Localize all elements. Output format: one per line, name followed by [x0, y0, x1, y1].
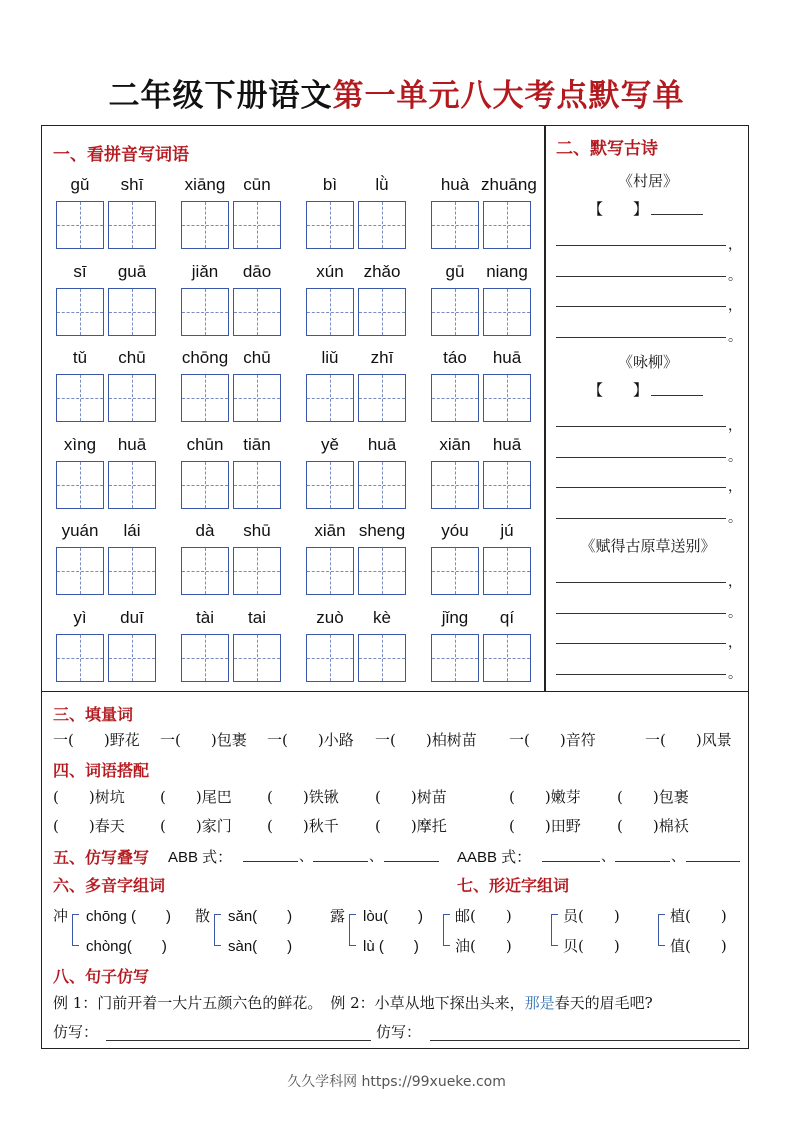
pinyin-label: xiāng — [184, 175, 226, 194]
brace — [214, 914, 221, 946]
pinyin-label: liǔ — [321, 348, 339, 368]
pinyin-label: tǔ — [72, 348, 88, 368]
measure-word-item[interactable]: 一( )包裹 — [160, 731, 247, 749]
similar-char-item[interactable]: 值( ) — [670, 937, 727, 955]
collocation-item[interactable]: ( )摩托 — [375, 817, 447, 835]
writing-box[interactable] — [431, 634, 479, 682]
similar-char-item[interactable]: 员( ) — [563, 907, 620, 925]
abb-blank-3[interactable] — [384, 860, 439, 862]
pinyin-label: huā — [492, 434, 522, 454]
writing-box[interactable] — [306, 547, 354, 595]
poem-punct: 。 — [728, 665, 742, 682]
sep: 、 — [671, 849, 685, 865]
pinyin-label: yuán — [61, 521, 99, 541]
pinyin-label: xìng — [63, 434, 97, 454]
poem-punct: 。 — [728, 448, 742, 465]
pinyin-label: táo — [443, 348, 467, 368]
writing-box[interactable] — [431, 288, 479, 336]
writing-box[interactable] — [108, 374, 156, 422]
measure-word-item[interactable]: 一( )音符 — [509, 731, 596, 749]
collocation-item[interactable]: ( )树苗 — [375, 788, 447, 806]
section8-label: 八、句子仿写 — [53, 967, 150, 986]
example-2: 例 2：小草从地下探出头来， — [330, 994, 525, 1012]
pinyin-label: zhuāng — [481, 175, 537, 194]
collocation-item[interactable]: ( )田野 — [509, 817, 581, 835]
writing-box[interactable] — [306, 634, 354, 682]
pinyin-label: tai — [248, 608, 266, 627]
pinyin-label: cūn — [243, 175, 271, 194]
writing-box[interactable] — [358, 547, 406, 595]
author-bracket: 【 】 — [588, 381, 649, 399]
writing-box[interactable] — [108, 547, 156, 595]
poem-line-blank[interactable] — [556, 642, 726, 644]
sep: 、 — [601, 849, 615, 865]
polyphone-reading[interactable]: chòng( ) — [86, 938, 167, 955]
brace — [551, 914, 558, 946]
pinyin-label: lǜ — [375, 175, 389, 194]
poem-line-blank[interactable] — [556, 425, 726, 427]
pinyin-label: huā — [492, 348, 522, 368]
pinyin-label: zhǎo — [363, 261, 401, 281]
aabb-blank-3[interactable] — [686, 860, 740, 862]
pinyin-label: bì — [322, 175, 338, 194]
poem-line-blank[interactable] — [556, 673, 726, 675]
measure-word-item[interactable]: 一( )野花 — [53, 731, 140, 749]
brace — [72, 914, 79, 946]
imitate-label-1: 仿写： — [53, 1023, 99, 1041]
abb-blank-1[interactable] — [243, 860, 298, 862]
writing-box[interactable] — [181, 634, 229, 682]
pinyin-label: xún — [316, 261, 344, 281]
pinyin-label: dāo — [242, 261, 272, 281]
section5-label: 五、仿写叠写 — [53, 848, 150, 867]
brace — [349, 914, 356, 946]
polyphone-char: 散 — [195, 907, 211, 925]
writing-box[interactable] — [233, 201, 281, 249]
writing-box[interactable] — [431, 461, 479, 509]
collocation-item[interactable]: ( )春天 — [53, 817, 125, 835]
example-sentences — [53, 992, 653, 1013]
writing-box[interactable] — [181, 461, 229, 509]
pinyin-label: chōng — [181, 348, 229, 368]
writing-box[interactable] — [181, 374, 229, 422]
abb-blank-2[interactable] — [313, 860, 368, 862]
poem-line-blank[interactable] — [556, 244, 726, 246]
section3-label: 三、填量词 — [53, 705, 134, 724]
poem-punct: 。 — [728, 604, 742, 621]
writing-box[interactable] — [233, 288, 281, 336]
writing-box[interactable] — [233, 461, 281, 509]
writing-box[interactable] — [483, 374, 531, 422]
writing-box[interactable] — [306, 374, 354, 422]
brace — [443, 914, 450, 946]
polyphone-char: 露 — [330, 907, 346, 925]
example-2-end: 春天的眉毛吧? — [554, 994, 653, 1012]
footer-watermark: 久久学科网 https://99xueke.com — [287, 1074, 506, 1090]
poem-line-blank[interactable] — [556, 336, 726, 338]
example-2-highlight: 那是 — [524, 994, 555, 1012]
polyphone-reading[interactable]: sǎn( ) — [228, 908, 293, 925]
writing-box[interactable] — [233, 634, 281, 682]
pinyin-label: huā — [367, 434, 397, 454]
pinyin-label: yì — [73, 608, 87, 627]
writing-box[interactable] — [181, 547, 229, 595]
title-grade: 二年级下册语文 — [108, 78, 333, 114]
collocation-item[interactable]: ( )尾巴 — [160, 788, 232, 806]
abb-label: ABB 式： — [168, 849, 233, 866]
writing-box[interactable] — [483, 201, 531, 249]
collocation-item[interactable]: ( )包裹 — [617, 788, 689, 806]
poem-title: 《赋得古原草送别》 — [580, 537, 716, 555]
measure-word-item[interactable]: 一( )柏树苗 — [375, 731, 477, 749]
writing-box[interactable] — [56, 547, 104, 595]
writing-box[interactable] — [306, 288, 354, 336]
poem-punct: ， — [728, 418, 742, 434]
poem-punct: ， — [728, 635, 742, 651]
pinyin-label: qí — [499, 608, 515, 627]
polyphone-char: 冲 — [53, 907, 69, 925]
title-unit: 第一单元八大考点默写单 — [332, 78, 685, 114]
poem-punct: 。 — [728, 328, 742, 345]
section1-label: 一、看拼音写词语 — [53, 145, 189, 165]
writing-box[interactable] — [233, 547, 281, 595]
writing-box[interactable] — [358, 461, 406, 509]
writing-box[interactable] — [483, 461, 531, 509]
similar-char-item[interactable]: 植( ) — [670, 907, 727, 925]
poem-punct: ， — [728, 479, 742, 495]
poem-line-blank[interactable] — [556, 517, 726, 519]
poem-punct: ， — [728, 298, 742, 314]
aabb-blank-1[interactable] — [542, 860, 600, 862]
pinyin-label: gū — [445, 261, 465, 281]
similar-char-item[interactable]: 邮( ) — [455, 907, 512, 925]
section4-label: 四、词语搭配 — [53, 761, 150, 780]
column-divider — [544, 125, 546, 692]
writing-box[interactable] — [431, 374, 479, 422]
writing-box[interactable] — [108, 634, 156, 682]
pinyin-label: kè — [373, 608, 391, 627]
pinyin-label: zuò — [316, 608, 344, 627]
poem-line-blank[interactable] — [556, 612, 726, 614]
sep: 、 — [299, 849, 313, 865]
pinyin-label: yóu — [441, 521, 469, 541]
pinyin-label: zhī — [370, 348, 394, 368]
collocation-item[interactable]: ( )家门 — [160, 817, 232, 835]
pinyin-label: duī — [120, 608, 144, 627]
writing-box[interactable] — [431, 547, 479, 595]
pinyin-label: niang — [486, 261, 528, 281]
writing-box[interactable] — [181, 288, 229, 336]
writing-box[interactable] — [431, 201, 479, 249]
writing-box[interactable] — [306, 201, 354, 249]
imitate-label-2: 仿写： — [376, 1023, 422, 1041]
pinyin-label: sheng — [358, 521, 406, 541]
pinyin-label: xiān — [439, 434, 471, 454]
poem-line-blank[interactable] — [556, 581, 726, 583]
aabb-blank-2[interactable] — [615, 860, 670, 862]
section6-label: 六、多音字组词 — [53, 876, 166, 895]
pinyin-label: huà — [440, 175, 470, 194]
writing-box[interactable] — [358, 374, 406, 422]
similar-char-item[interactable]: 贝( ) — [563, 937, 620, 955]
collocation-item[interactable]: ( )棉袄 — [617, 817, 689, 835]
pinyin-label: huā — [117, 434, 147, 454]
poem-punct: 。 — [728, 267, 742, 284]
pinyin-label: yě — [321, 434, 339, 454]
author-blank[interactable] — [651, 394, 703, 396]
poem-line-blank[interactable] — [556, 456, 726, 458]
collocation-item[interactable]: ( )树坑 — [53, 788, 125, 806]
polyphone-reading[interactable]: chōng ( ) — [86, 908, 172, 925]
poem-line-blank[interactable] — [556, 305, 726, 307]
pinyin-label: sī — [73, 261, 87, 281]
writing-box[interactable] — [306, 461, 354, 509]
writing-box[interactable] — [181, 201, 229, 249]
writing-box[interactable] — [358, 634, 406, 682]
poem-punct: ， — [728, 237, 742, 253]
poem-punct: ， — [728, 574, 742, 590]
imitate-blank-2[interactable] — [430, 1039, 740, 1041]
collocation-item[interactable]: ( )嫩芽 — [509, 788, 581, 806]
writing-box[interactable] — [483, 634, 531, 682]
poem-line-blank[interactable] — [556, 275, 726, 277]
pinyin-label: shū — [243, 521, 271, 541]
author-bracket: 【 】 — [588, 200, 649, 218]
poem-title: 《咏柳》 — [617, 353, 678, 371]
polyphone-reading[interactable]: sàn( ) — [228, 938, 293, 955]
pinyin-label: gǔ — [70, 175, 90, 194]
collocation-item[interactable]: ( )铁锹 — [267, 788, 339, 806]
pinyin-label: shī — [120, 175, 144, 194]
poem-punct: 。 — [728, 509, 742, 526]
polyphone-reading[interactable]: lòu( ) — [363, 908, 424, 925]
writing-box[interactable] — [358, 288, 406, 336]
writing-box[interactable] — [483, 547, 531, 595]
pinyin-label: lái — [123, 521, 141, 541]
writing-box[interactable] — [108, 461, 156, 509]
pinyin-label: xiān — [314, 521, 346, 541]
author-blank[interactable] — [651, 213, 703, 215]
polyphone-reading[interactable]: lù ( ) — [363, 938, 419, 955]
writing-box[interactable] — [56, 634, 104, 682]
sep: 、 — [369, 849, 383, 865]
pinyin-label: jǐng — [441, 608, 469, 627]
page-title — [0, 70, 793, 115]
writing-box[interactable] — [56, 374, 104, 422]
aabb-label: AABB 式： — [457, 849, 532, 866]
pinyin-label: guā — [117, 261, 147, 281]
writing-box[interactable] — [358, 201, 406, 249]
writing-box[interactable] — [483, 288, 531, 336]
writing-box[interactable] — [56, 461, 104, 509]
writing-box[interactable] — [108, 201, 156, 249]
measure-word-item[interactable]: 一( )风景 — [645, 731, 732, 749]
section7-label: 七、形近字组词 — [457, 876, 570, 895]
brace — [658, 914, 665, 946]
writing-box[interactable] — [108, 288, 156, 336]
writing-box[interactable] — [56, 201, 104, 249]
similar-char-item[interactable]: 油( ) — [455, 937, 512, 955]
writing-box[interactable] — [233, 374, 281, 422]
pinyin-label: jiǎn — [191, 261, 219, 281]
poem-line-blank[interactable] — [556, 486, 726, 488]
pinyin-label: jú — [500, 521, 514, 541]
imitate-blank-1[interactable] — [106, 1039, 371, 1041]
section2-label: 二、默写古诗 — [556, 139, 658, 159]
example-1: 例 1：门前开着一大片五颜六色的鲜花。 — [53, 994, 323, 1012]
pinyin-label: chū — [118, 348, 146, 368]
poem-title: 《村居》 — [617, 172, 678, 190]
pinyin-label: chūn — [186, 434, 224, 454]
writing-box[interactable] — [56, 288, 104, 336]
measure-word-item[interactable]: 一( )小路 — [267, 731, 354, 749]
pinyin-label: tài — [196, 608, 214, 627]
pinyin-label: tiān — [243, 434, 271, 454]
pinyin-label: dà — [195, 521, 215, 541]
collocation-item[interactable]: ( )秋千 — [267, 817, 339, 835]
pinyin-label: chū — [243, 348, 271, 368]
